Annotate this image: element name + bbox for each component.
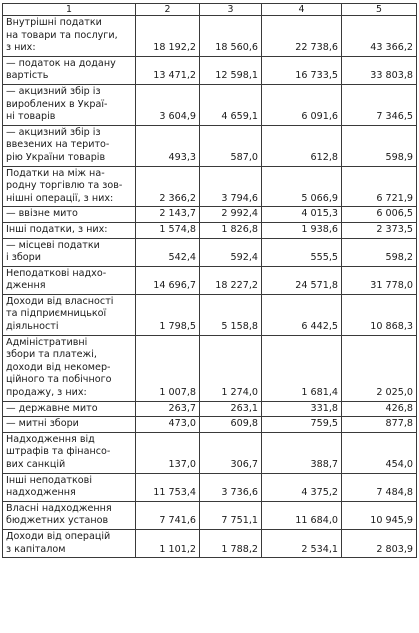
value-cell: 1 798,5	[136, 294, 200, 335]
value-cell: 5 066,9	[262, 166, 342, 207]
value-cell: 4 015,3	[262, 207, 342, 223]
value-cell: 1 007,8	[136, 335, 200, 401]
row-label-line: Доходи від операцій	[6, 530, 111, 542]
value-cell: 3 794,6	[200, 166, 262, 207]
value-cell: 4 659,1	[200, 84, 262, 125]
value-cell: 31 778,0	[342, 266, 417, 294]
table-row	[3, 125, 417, 166]
table-row	[3, 56, 417, 84]
row-label-line: ввезених на терито-	[6, 139, 110, 151]
value-cell: 263,1	[200, 401, 262, 417]
table-row	[3, 335, 417, 401]
row-label-line: штрафів та фінансо-	[6, 446, 111, 458]
value-cell: 18 560,6	[200, 16, 262, 57]
row-label	[3, 432, 136, 473]
value-cell: 1 788,2	[200, 529, 262, 557]
value-cell: 6 006,5	[342, 207, 417, 223]
row-label-line: Внутрішні податки	[6, 17, 102, 28]
column-header: 2	[136, 4, 200, 16]
value-cell: 43 366,2	[342, 16, 417, 57]
value-cell: 263,7	[136, 401, 200, 417]
value-cell: 11 753,4	[136, 473, 200, 501]
row-label-line: з них:	[6, 42, 36, 54]
row-label	[3, 266, 136, 294]
value-cell: 10 945,9	[342, 501, 417, 529]
row-label	[3, 401, 136, 417]
value-cell: 2 803,9	[342, 529, 417, 557]
row-label	[3, 84, 136, 125]
row-label-line: нішні операції, з них:	[6, 192, 114, 204]
table-row	[3, 501, 417, 529]
table-row	[3, 238, 417, 266]
value-cell: 592,4	[200, 238, 262, 266]
value-cell: 1 574,8	[136, 222, 200, 238]
value-cell: 473,0	[136, 417, 200, 433]
value-cell: 587,0	[200, 125, 262, 166]
value-cell: 4 375,2	[262, 473, 342, 501]
row-label-line: вих санкцій	[6, 459, 66, 470]
value-cell: 612,8	[262, 125, 342, 166]
value-cell: 12 598,1	[200, 56, 262, 84]
row-label-line: Податки на між на-	[6, 167, 105, 179]
table-row	[3, 529, 417, 557]
row-label-line: та підприємницької	[6, 308, 107, 320]
value-cell: 16 733,5	[262, 56, 342, 84]
table-row	[3, 222, 417, 238]
row-label-line: Доходи від власності	[6, 295, 114, 307]
row-label	[3, 125, 136, 166]
row-label-line: бюджетних установ	[6, 515, 109, 527]
value-cell: 6 091,6	[262, 84, 342, 125]
value-cell: 33 803,8	[342, 56, 417, 84]
row-label-line: Надходження від	[6, 433, 95, 445]
table-row	[3, 84, 417, 125]
table-row	[3, 417, 417, 433]
row-label-line: надходження	[6, 487, 76, 499]
row-label	[3, 501, 136, 529]
value-cell: 759,5	[262, 417, 342, 433]
row-label-line: — ввізне мито	[6, 208, 78, 220]
value-cell: 331,8	[262, 401, 342, 417]
value-cell: 13 471,2	[136, 56, 200, 84]
table-row	[3, 294, 417, 335]
row-label-line: збори та платежі,	[6, 349, 97, 361]
row-label	[3, 238, 136, 266]
table-row	[3, 16, 417, 57]
row-label	[3, 56, 136, 84]
value-cell: 14 696,7	[136, 266, 200, 294]
row-label-line: вироблених в Украї-	[6, 98, 108, 110]
value-cell: 877,8	[342, 417, 417, 433]
value-cell: 2 025,0	[342, 335, 417, 401]
column-header: 3	[200, 4, 262, 16]
row-label	[3, 294, 136, 335]
value-cell: 3 736,6	[200, 473, 262, 501]
row-label-line: дження	[6, 280, 46, 292]
row-label	[3, 207, 136, 223]
row-label-line: — державне мито	[6, 402, 98, 414]
column-header: 1	[3, 4, 136, 16]
value-cell: 493,3	[136, 125, 200, 166]
row-label-line: ні товарів	[6, 111, 56, 123]
row-label	[3, 529, 136, 557]
row-label-line: Неподаткові надхо-	[6, 267, 107, 279]
value-cell: 306,7	[200, 432, 262, 473]
value-cell: 24 571,8	[262, 266, 342, 294]
value-cell: 3 604,9	[136, 84, 200, 125]
value-cell: 5 158,8	[200, 294, 262, 335]
value-cell: 1 274,0	[200, 335, 262, 401]
value-cell: 598,2	[342, 238, 417, 266]
value-cell: 22 738,6	[262, 16, 342, 57]
value-cell: 7 484,8	[342, 473, 417, 501]
column-header: 5	[342, 4, 417, 16]
row-label-line: Інші податки, з них:	[6, 223, 108, 235]
row-label	[3, 222, 136, 238]
value-cell: 388,7	[262, 432, 342, 473]
value-cell: 426,8	[342, 401, 417, 417]
value-cell: 2 534,1	[262, 529, 342, 557]
row-label-line: — акцизний збір із	[6, 85, 101, 97]
value-cell: 609,8	[200, 417, 262, 433]
document-page	[2, 3, 416, 558]
revenue-table	[2, 3, 417, 558]
value-cell: 1 101,2	[136, 529, 200, 557]
value-cell: 2 143,7	[136, 207, 200, 223]
row-label-line: на товари та послуги,	[6, 29, 118, 41]
row-label-line: Адміністративні	[6, 336, 88, 348]
value-cell: 6 442,5	[262, 294, 342, 335]
row-label-line: — акцизний збір із	[6, 126, 101, 138]
table-row	[3, 207, 417, 223]
row-label-line: доходи від некомер-	[6, 361, 111, 373]
value-cell: 6 721,9	[342, 166, 417, 207]
value-cell: 542,4	[136, 238, 200, 266]
table-row	[3, 432, 417, 473]
table-row	[3, 266, 417, 294]
row-label	[3, 417, 136, 433]
row-label-line: з капіталом	[6, 543, 66, 555]
column-header: 4	[262, 4, 342, 16]
value-cell: 2 366,2	[136, 166, 200, 207]
row-label-line: і збори	[6, 252, 41, 264]
table-body	[3, 16, 417, 558]
row-label	[3, 473, 136, 501]
row-label-line: діяльності	[6, 321, 59, 333]
value-cell: 2 373,5	[342, 222, 417, 238]
value-cell: 11 684,0	[262, 501, 342, 529]
table-row	[3, 473, 417, 501]
row-label-line: рію України товарів	[6, 151, 106, 163]
value-cell: 7 741,6	[136, 501, 200, 529]
value-cell: 1 681,4	[262, 335, 342, 401]
row-label-line: — податок на додану	[6, 57, 116, 69]
value-cell: 454,0	[342, 432, 417, 473]
value-cell: 10 868,3	[342, 294, 417, 335]
table-row	[3, 166, 417, 207]
value-cell: 18 227,2	[200, 266, 262, 294]
value-cell: 2 992,4	[200, 207, 262, 223]
row-label-line: вартість	[6, 70, 49, 82]
value-cell: 18 192,2	[136, 16, 200, 57]
header-row	[3, 4, 417, 16]
value-cell: 598,9	[342, 125, 417, 166]
value-cell: 137,0	[136, 432, 200, 473]
table-row	[3, 401, 417, 417]
value-cell: 555,5	[262, 238, 342, 266]
row-label-line: Власні надходження	[6, 502, 112, 514]
value-cell: 7 751,1	[200, 501, 262, 529]
row-label-line: ційного та побічного	[6, 374, 112, 386]
value-cell: 1 826,8	[200, 222, 262, 238]
row-label-line: — митні збори	[6, 418, 79, 430]
value-cell: 7 346,5	[342, 84, 417, 125]
row-label-line: продажу, з них:	[6, 387, 87, 399]
row-label-line: — місцеві податки	[6, 239, 100, 251]
row-label	[3, 335, 136, 401]
value-cell: 1 938,6	[262, 222, 342, 238]
row-label	[3, 16, 136, 57]
row-label-line: родну торгівлю та зов-	[6, 180, 123, 192]
row-label	[3, 166, 136, 207]
row-label-line: Інші неподаткові	[6, 474, 92, 486]
